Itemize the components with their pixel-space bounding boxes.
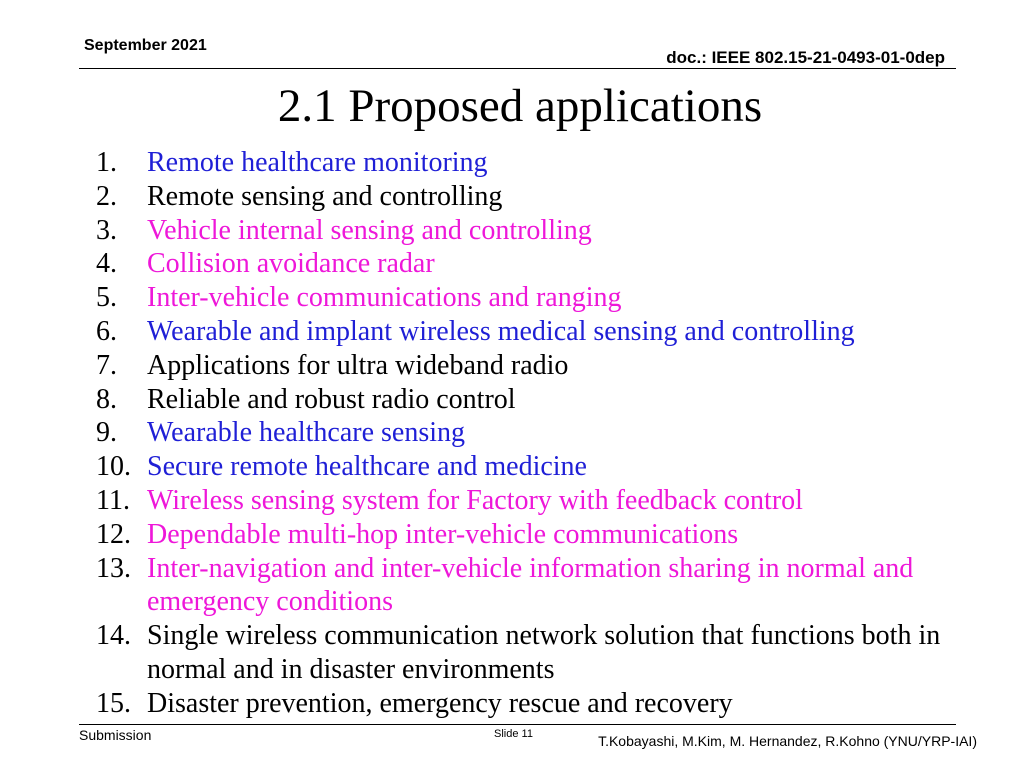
application-item bbox=[96, 484, 976, 518]
application-text: Inter-vehicle communications and ranging bbox=[147, 282, 622, 314]
application-text: Remote sensing and controlling bbox=[147, 180, 503, 212]
application-number: 9. bbox=[96, 417, 117, 449]
slide-number: Slide 11 bbox=[494, 728, 533, 740]
application-number: 13. bbox=[96, 552, 131, 584]
application-item bbox=[96, 281, 976, 315]
application-number: 2. bbox=[96, 180, 117, 212]
application-text: Inter-navigation and inter-vehicle information sharing in normal and emergency conditions bbox=[147, 552, 914, 618]
application-text: Secure remote healthcare and medicine bbox=[147, 451, 587, 483]
footer-divider bbox=[79, 724, 956, 725]
header-doc-id: doc.: IEEE 802.15-21-0493-01-0dep bbox=[666, 48, 945, 67]
application-number: 7. bbox=[96, 349, 117, 381]
footer-authors: T.Kobayashi, M.Kim, M. Hernandez, R.Kohno (YNU/YRP-IAI) bbox=[598, 733, 977, 749]
header-divider bbox=[79, 68, 956, 69]
application-item bbox=[96, 552, 976, 620]
application-text: Collision avoidance radar bbox=[147, 248, 435, 280]
application-number: 3. bbox=[96, 214, 117, 246]
application-text: Vehicle internal sensing and controlling bbox=[147, 214, 592, 246]
application-item bbox=[96, 247, 976, 281]
application-text: Wearable healthcare sensing bbox=[147, 417, 466, 449]
footer-submission: Submission bbox=[79, 727, 152, 743]
application-number: 12. bbox=[96, 518, 131, 550]
application-text: Dependable multi-hop inter-vehicle communications bbox=[147, 518, 739, 550]
application-text: Reliable and robust radio control bbox=[147, 383, 516, 415]
application-number: 6. bbox=[96, 315, 117, 347]
application-number: 8. bbox=[96, 383, 117, 415]
application-item bbox=[96, 416, 976, 450]
application-text: Remote healthcare monitoring bbox=[147, 147, 488, 178]
application-text: Wearable and implant wireless medical sensing and controlling bbox=[147, 315, 855, 347]
application-item bbox=[96, 687, 976, 721]
application-item bbox=[96, 180, 976, 214]
applications-list bbox=[96, 146, 976, 721]
application-number: 11. bbox=[96, 484, 130, 516]
application-item bbox=[96, 383, 976, 417]
application-item bbox=[96, 518, 976, 552]
application-item bbox=[96, 214, 976, 248]
application-text: Disaster prevention, emergency rescue and recovery bbox=[147, 687, 733, 719]
header-date: September 2021 bbox=[84, 37, 207, 54]
application-item bbox=[96, 450, 976, 484]
slide-title: 2.1 Proposed applications bbox=[277, 80, 763, 132]
application-number: 10. bbox=[96, 451, 131, 483]
application-number: 4. bbox=[96, 248, 117, 280]
application-number: 15. bbox=[96, 687, 131, 719]
application-item bbox=[96, 619, 976, 687]
application-number: 5. bbox=[96, 282, 117, 314]
application-item bbox=[96, 349, 976, 383]
application-text: Wireless sensing system for Factory with feedback control bbox=[147, 484, 803, 516]
application-number: 14. bbox=[96, 620, 131, 652]
application-text: Single wireless communication network solution that functions both in normal and in disaster environments bbox=[147, 620, 941, 685]
application-number: 1. bbox=[96, 147, 117, 178]
application-text: Applications for ultra wideband radio bbox=[147, 349, 569, 381]
application-item bbox=[96, 315, 976, 349]
application-item bbox=[96, 146, 976, 180]
